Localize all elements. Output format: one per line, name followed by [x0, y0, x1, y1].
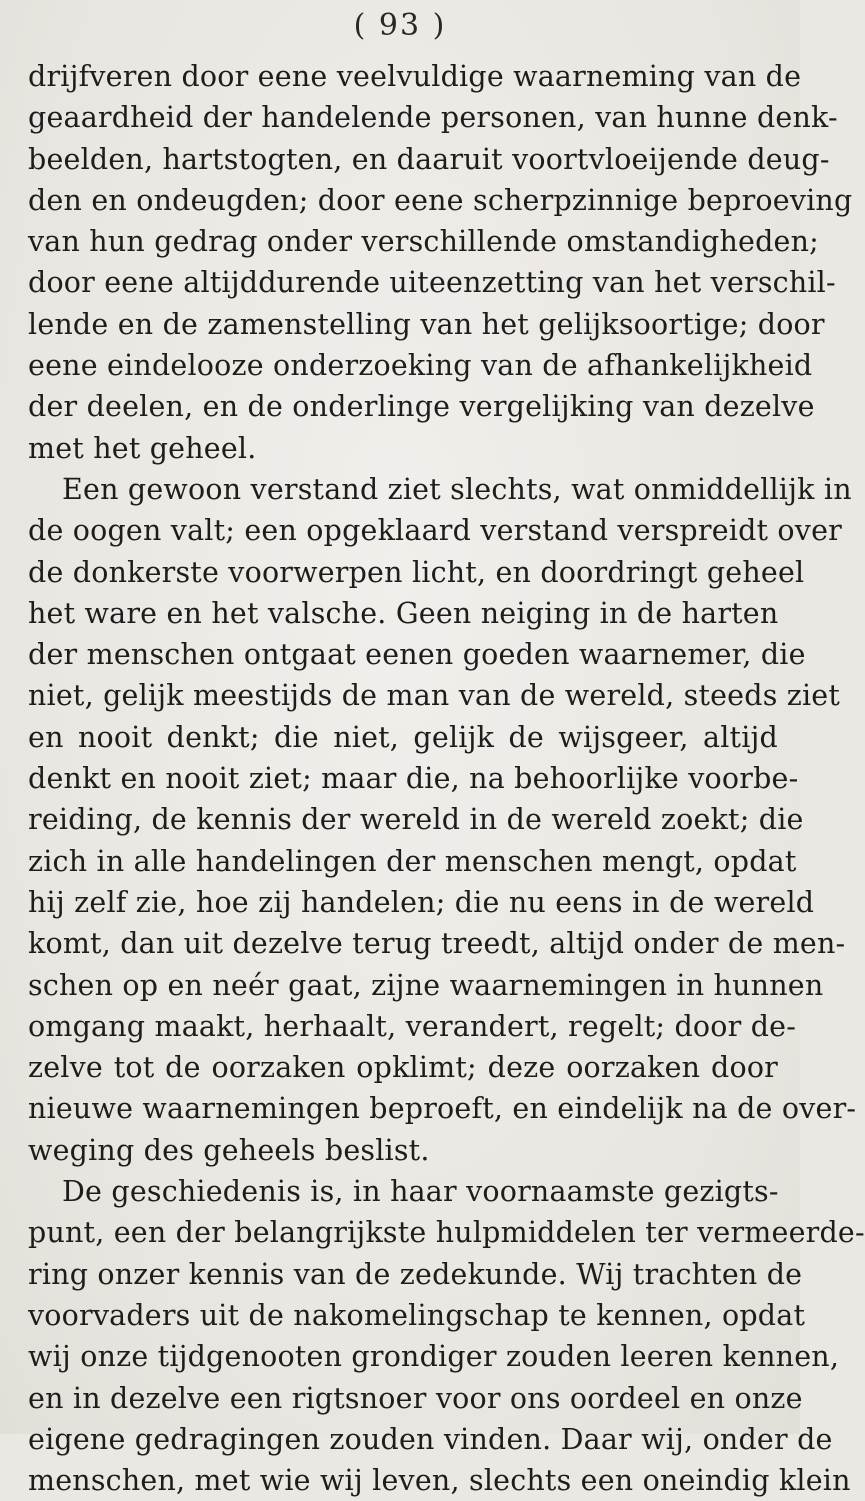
- paragraph-3: [28, 1171, 865, 1501]
- text-line: hij zelf zie, hoe zij handelen; die nu eens in de wereld: [28, 885, 815, 919]
- text-line: schen op en neér gaat, zijne waarnemingen in hunnen: [28, 968, 824, 1002]
- text-line: door eene altijddurende uiteenzetting van het verschil-: [28, 266, 836, 300]
- text-line: de donkerste voorwerpen licht, en doordringt geheel: [28, 555, 805, 589]
- text-line: voorvaders uit de nakomelingschap te kennen, opdat: [28, 1298, 806, 1332]
- text-line: en in dezelve een rigtsnoer voor ons oordeel en onze: [28, 1381, 803, 1415]
- text-line: met het geheel.: [28, 431, 257, 465]
- text-line: wij onze tijdgenooten grondiger zouden leeren kennen,: [28, 1340, 840, 1374]
- text-line: menschen, met wie wij leven, slechts een oneindig klein: [28, 1464, 851, 1498]
- text-line: eene eindelooze onderzoeking van de afhankelijkheid: [28, 349, 813, 383]
- text-line: de oogen valt; een opgeklaard verstand verspreidt over: [28, 514, 842, 548]
- text-line: het ware en het valsche. Geen neiging in de harten: [28, 596, 779, 630]
- text-line: niet, gelijk meestijds de man van de wereld, steeds ziet: [28, 679, 841, 713]
- text-line: van hun gedrag onder verschillende omstandigheden;: [28, 225, 819, 259]
- text-line: der menschen ontgaat eenen goeden waarnemer, die: [28, 638, 806, 672]
- body-text: [28, 56, 865, 1501]
- text-line: zich in alle handelingen der menschen mengt, opdat: [28, 844, 797, 878]
- text-line: zelve tot de oorzaken opklimt; deze oorzaken door: [28, 1051, 778, 1085]
- text-line: den en ondeugden; door eene scherpzinnige beproeving: [28, 183, 853, 217]
- text-line: geaardheid der handelende personen, van hunne denk-: [28, 101, 838, 135]
- text-line: omgang maakt, herhaalt, verandert, regelt; door de-: [28, 1009, 797, 1043]
- text-line: komt, dan uit dezelve terug treedt, altijd onder de men-: [28, 927, 846, 961]
- paragraph-1: [28, 56, 853, 469]
- text-line: lende en de zamenstelling van het gelijksoortige; door: [28, 307, 825, 341]
- text-line: der deelen, en de onderlinge vergelijking van dezelve: [28, 390, 815, 424]
- text-line: nieuwe waarnemingen beproeft, en eindelijk na de over-: [28, 1092, 857, 1126]
- text-line: punt, een der belangrijkste hulpmiddelen ter vermeerde-: [28, 1216, 865, 1250]
- text-line: De geschiedenis is, in haar voornaamste gezigts-: [62, 1175, 779, 1209]
- text-line: ring onzer kennis van de zedekunde. Wij trachten de: [28, 1257, 803, 1291]
- paragraph-2: [28, 469, 857, 1171]
- text-line: eigene gedragingen zouden vinden. Daar wij, onder de: [28, 1422, 833, 1456]
- text-line: Een gewoon verstand ziet slechts, wat onmiddellijk in: [62, 472, 852, 506]
- text-line: reiding, de kennis der wereld in de wereld zoekt; die: [28, 803, 804, 837]
- text-line: beelden, hartstogten, en daaruit voortvloeijende deug-: [28, 142, 830, 176]
- text-line: drijfveren door eene veelvuldige waarneming van de: [28, 60, 802, 93]
- text-line: weging des geheels beslist.: [28, 1133, 430, 1167]
- text-line: en nooit denkt; die niet, gelijk de wijsgeer, altijd: [28, 720, 778, 754]
- text-line: denkt en nooit ziet; maar die, na behoorlijke voorbe-: [28, 762, 799, 796]
- page-number: ( 93 ): [353, 8, 447, 43]
